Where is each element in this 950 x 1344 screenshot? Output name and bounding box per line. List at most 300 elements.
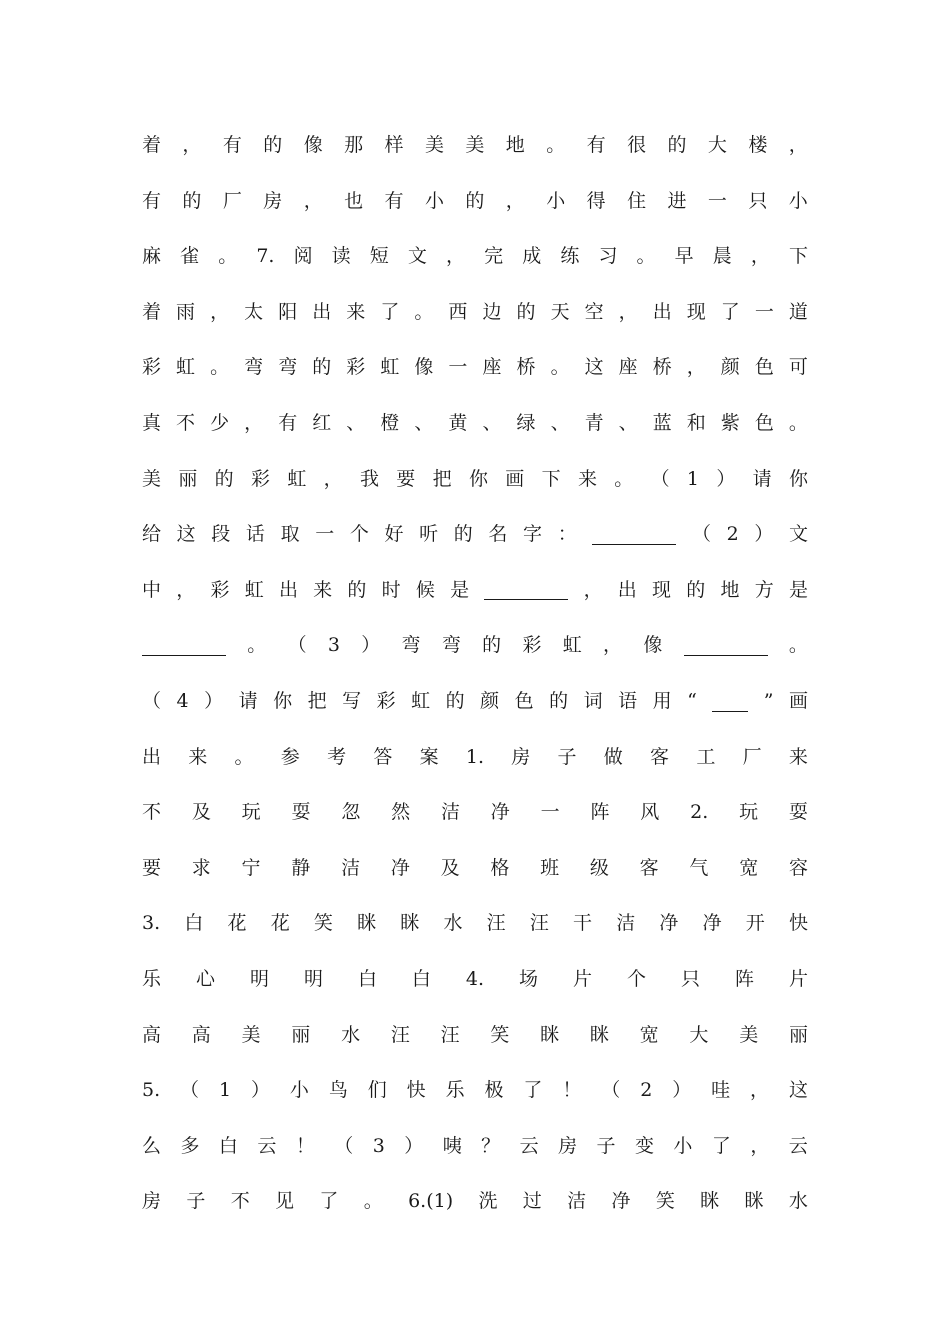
text-token: 一	[315, 523, 335, 546]
text-line	[142, 686, 808, 716]
text-token: 房	[558, 1134, 578, 1157]
text-token: 虹	[380, 356, 400, 379]
text-token: 干	[573, 912, 593, 935]
text-token: 的	[214, 467, 234, 490]
text-token: （	[287, 634, 307, 657]
text-token: 房	[263, 189, 283, 212]
text-token: 习	[598, 245, 618, 268]
answer-blank	[484, 579, 568, 600]
text-token: 房	[142, 1190, 162, 1213]
text-token: 一	[540, 801, 560, 824]
text-token: 高	[142, 1023, 162, 1046]
text-token: 小	[673, 1134, 693, 1157]
text-token: 云	[519, 1134, 539, 1157]
text-token: ，	[603, 634, 623, 657]
text-token: ）	[672, 1079, 692, 1102]
text-token: 只	[680, 968, 700, 990]
text-line	[142, 408, 808, 438]
text-token: 现	[686, 300, 706, 323]
text-token: 下	[541, 467, 561, 490]
text-token: 云	[788, 1134, 808, 1157]
text-token: 雀	[180, 245, 200, 268]
text-token: 子	[596, 1134, 616, 1157]
text-token: 来	[346, 300, 366, 323]
text-token: 乐	[142, 968, 162, 990]
text-token: 了	[720, 300, 740, 323]
text-token: 5.	[142, 1079, 161, 1102]
text-token: 。	[550, 356, 570, 379]
text-line	[142, 964, 808, 994]
text-token: ，	[210, 300, 230, 323]
text-token: 现	[652, 578, 672, 601]
text-token: 。	[218, 245, 238, 268]
text-token: 来	[188, 745, 208, 768]
text-token: 名	[488, 523, 508, 546]
text-token: 子	[557, 745, 577, 768]
text-token: 是	[788, 578, 808, 601]
text-token: 小	[424, 189, 444, 212]
answer-blank	[592, 524, 676, 545]
text-token: ，	[788, 134, 808, 156]
text-token: 见	[275, 1190, 295, 1213]
text-token: 有	[222, 134, 242, 156]
text-token: 有	[142, 189, 162, 212]
text-token: 虹	[411, 690, 431, 712]
text-token: 笑	[490, 1023, 510, 1046]
text-token: 出	[142, 745, 162, 768]
text-token: 座	[482, 356, 502, 379]
text-token: （	[601, 1079, 621, 1102]
text-token: 少	[210, 412, 230, 434]
text-token: 你	[468, 467, 488, 490]
text-token: 这	[176, 523, 196, 546]
text-token: 像	[643, 634, 663, 657]
text-token: 咦	[442, 1134, 462, 1157]
text-line	[142, 853, 808, 883]
text-token: 高	[191, 1023, 211, 1046]
text-token: 工	[696, 745, 716, 768]
text-token: 笑	[313, 912, 333, 935]
text-token: 的	[445, 690, 465, 712]
text-token: 云	[257, 1134, 277, 1157]
text-token: 了	[523, 1079, 543, 1102]
text-token: 眯	[540, 1023, 560, 1046]
text-token: 段	[211, 523, 231, 546]
text-token: 黄	[448, 412, 468, 434]
text-token: ，	[446, 245, 466, 268]
text-token: 汪	[529, 912, 549, 935]
text-token: 们	[367, 1079, 387, 1102]
text-token: 。	[788, 634, 808, 657]
text-token: 白	[411, 968, 431, 990]
text-token: 出	[617, 578, 637, 601]
text-token: 空	[584, 300, 604, 323]
text-token: 彩	[346, 356, 366, 379]
text-token: （	[142, 690, 162, 712]
text-line	[142, 797, 808, 827]
text-token: 心	[195, 968, 215, 990]
text-token: ）	[204, 690, 224, 712]
text-token: 及	[191, 801, 211, 824]
text-token: 4.	[465, 968, 485, 990]
text-token: 2	[640, 1079, 653, 1102]
text-token: 用	[652, 690, 672, 712]
text-token: 开	[745, 912, 765, 935]
text-token: 彩	[210, 578, 230, 601]
text-token: 客	[650, 745, 670, 768]
text-token: 天	[550, 300, 570, 323]
text-token: 这	[788, 1079, 808, 1102]
text-token: 青	[584, 412, 604, 434]
text-token: 场	[519, 968, 539, 990]
text-token: 。	[546, 134, 566, 156]
text-token: 彩	[376, 690, 396, 712]
text-token: 阵	[734, 968, 754, 990]
text-token: 级	[589, 856, 609, 879]
text-token: 不	[142, 801, 162, 824]
text-token: 、	[482, 412, 502, 434]
text-token: 了	[380, 300, 400, 323]
text-token: ！	[562, 1079, 582, 1102]
text-token: 只	[748, 189, 768, 212]
text-token: 眯	[744, 1190, 764, 1213]
text-token: 有	[586, 134, 606, 156]
text-token: 好	[384, 523, 404, 546]
text-token: 有	[384, 189, 404, 212]
text-token: 来	[788, 745, 808, 768]
text-token: 。	[363, 1190, 383, 1213]
text-token: 橙	[380, 412, 400, 434]
text-line	[142, 464, 808, 494]
text-token: 色	[514, 690, 534, 712]
text-token: 道	[788, 300, 808, 323]
text-token: 桥	[516, 356, 536, 379]
text-token: 气	[689, 856, 709, 879]
text-token: 洁	[616, 912, 636, 935]
text-token: 楼	[748, 134, 768, 156]
text-token: 净	[611, 1190, 631, 1213]
text-token: 不	[230, 1190, 250, 1213]
text-token: 是	[450, 578, 470, 601]
text-token: 给	[142, 523, 162, 546]
text-token: 1.	[465, 745, 484, 768]
text-token: 地	[720, 578, 740, 601]
text-token: 7.	[256, 245, 275, 268]
text-token: ？	[481, 1134, 501, 1157]
text-token: 花	[227, 912, 247, 935]
text-token: 了	[319, 1190, 339, 1213]
text-token: 一	[754, 300, 774, 323]
text-line	[142, 241, 808, 271]
text-token: 不	[176, 412, 196, 434]
text-token: 片	[788, 968, 808, 990]
text-token: 忽	[341, 801, 361, 824]
text-token: 答	[373, 745, 393, 768]
text-token: 3.	[142, 912, 161, 935]
text-token: 净	[702, 912, 722, 935]
text-token: 格	[490, 856, 510, 879]
text-token: 的	[686, 578, 706, 601]
text-token: ，	[505, 189, 525, 212]
text-token: 听	[419, 523, 439, 546]
text-token: 汪	[440, 1023, 460, 1046]
text-token: 座	[618, 356, 638, 379]
text-token: 红	[312, 412, 332, 434]
text-token: 边	[482, 300, 502, 323]
text-token: 这	[584, 356, 604, 379]
text-token: 西	[448, 300, 468, 323]
text-token: 宽	[739, 856, 759, 879]
text-token: ，	[176, 578, 196, 601]
text-token: 哇	[711, 1079, 731, 1102]
text-token: 参	[280, 745, 300, 768]
text-token: 子	[186, 1190, 206, 1213]
text-token: 丽	[178, 467, 198, 490]
text-token: 。	[614, 467, 634, 490]
text-token: 丽	[788, 1023, 808, 1046]
text-token: ，	[618, 300, 638, 323]
text-token: ）	[361, 634, 381, 657]
text-token: 写	[342, 690, 362, 712]
text-token: ）	[250, 1079, 270, 1102]
text-token: 画	[788, 690, 808, 712]
text-token: 一	[707, 189, 727, 212]
text-token: 丽	[291, 1023, 311, 1046]
text-token: （	[691, 523, 711, 546]
text-token: 水	[341, 1023, 361, 1046]
text-token: 有	[278, 412, 298, 434]
text-token: 美	[465, 134, 485, 156]
text-token: 紫	[720, 412, 740, 434]
text-token: 明	[249, 968, 269, 990]
text-token: 过	[522, 1190, 542, 1213]
text-line	[142, 130, 808, 160]
text-token: 很	[627, 134, 647, 156]
text-token: 取	[280, 523, 300, 546]
text-token: 阵	[590, 801, 610, 824]
text-token: 快	[788, 912, 808, 935]
text-token: 晨	[712, 245, 732, 268]
text-token: 的	[347, 578, 367, 601]
text-token: 样	[384, 134, 404, 156]
text-token: 、	[618, 412, 638, 434]
text-token: 小	[289, 1079, 309, 1102]
text-token: 了	[711, 1134, 731, 1157]
text-token: ，	[750, 245, 770, 268]
text-token: 的	[263, 134, 283, 156]
text-line	[142, 1020, 808, 1050]
text-token: 语	[618, 690, 638, 712]
text-token: 洁	[567, 1190, 587, 1213]
text-token: 你	[788, 467, 808, 490]
text-token: 要	[396, 467, 416, 490]
text-token: 着	[142, 134, 162, 156]
text-token: 美	[142, 467, 162, 490]
text-token: 虹	[244, 578, 264, 601]
text-token: ，	[686, 356, 706, 379]
text-token: 的	[549, 690, 569, 712]
text-token: 容	[788, 856, 808, 879]
text-token: （	[180, 1079, 200, 1102]
text-token: 片	[573, 968, 593, 990]
text-token: 你	[273, 690, 293, 712]
text-token: 来	[313, 578, 333, 601]
text-token: 净	[659, 912, 679, 935]
text-token: 读	[331, 245, 351, 268]
text-token: 2.	[690, 801, 709, 824]
text-token: 风	[640, 801, 660, 824]
text-token: 颜	[480, 690, 500, 712]
text-token: 时	[381, 578, 401, 601]
text-token: 白	[218, 1134, 238, 1157]
text-token: ，	[244, 412, 264, 434]
text-token: 3	[372, 1134, 385, 1157]
text-token: 桥	[652, 356, 672, 379]
text-line	[142, 908, 808, 938]
text-token: 4	[176, 690, 189, 712]
text-token: 着	[142, 300, 162, 323]
text-token: 及	[440, 856, 460, 879]
text-token: 请	[752, 467, 772, 490]
text-token: 下	[788, 245, 808, 268]
text-token: 厂	[742, 745, 762, 768]
text-token: 水	[788, 1190, 808, 1213]
text-token: 色	[754, 356, 774, 379]
text-token: 白	[357, 968, 377, 990]
text-token: 虹	[562, 634, 582, 657]
text-token: 来	[577, 467, 597, 490]
text-line	[142, 1186, 808, 1216]
text-token: 请	[238, 690, 258, 712]
text-token: 、	[414, 412, 434, 434]
text-token: 的	[667, 134, 687, 156]
text-token: 弯	[401, 634, 421, 657]
text-token: 大	[707, 134, 727, 156]
text-line	[142, 575, 808, 605]
text-token: 案	[419, 745, 439, 768]
text-token: 。	[247, 634, 267, 657]
text-line	[142, 352, 808, 382]
text-token: 净	[490, 801, 510, 824]
text-token: 成	[522, 245, 542, 268]
text-token: 小	[546, 189, 566, 212]
text-token: 色	[754, 412, 774, 434]
text-token: 2	[726, 523, 739, 546]
text-line	[142, 1075, 808, 1105]
text-token: 洗	[478, 1190, 498, 1213]
text-token: 可	[788, 356, 808, 379]
text-token: 洁	[440, 801, 460, 824]
text-token: 宽	[639, 1023, 659, 1046]
text-token: 弯	[244, 356, 264, 379]
text-token: 要	[142, 856, 162, 879]
text-token: 话	[245, 523, 265, 546]
text-token: 住	[627, 189, 647, 212]
text-token: 极	[484, 1079, 504, 1102]
text-token: 3	[327, 634, 340, 657]
text-token: “	[687, 690, 697, 712]
text-token: （	[334, 1134, 354, 1157]
text-token: 像	[303, 134, 323, 156]
text-token: 虹	[176, 356, 196, 379]
text-line	[142, 297, 808, 327]
text-token: ，	[182, 134, 202, 156]
text-token: 的	[453, 523, 473, 546]
text-token: 乐	[445, 1079, 465, 1102]
text-token: 汪	[486, 912, 506, 935]
text-line	[142, 186, 808, 216]
text-token: 的	[482, 634, 502, 657]
text-token: 蓝	[652, 412, 672, 434]
text-token: 也	[344, 189, 364, 212]
text-token: 考	[327, 745, 347, 768]
text-line	[142, 1131, 808, 1161]
text-token: 变	[634, 1134, 654, 1157]
text-token: 太	[244, 300, 264, 323]
text-token: 。	[636, 245, 656, 268]
text-token: 阳	[278, 300, 298, 323]
text-token: 玩	[241, 801, 261, 824]
text-token: ！	[295, 1134, 315, 1157]
text-token: 、	[346, 412, 366, 434]
text-token: 我	[359, 467, 379, 490]
text-token: 地	[505, 134, 525, 156]
text-token: 水	[443, 912, 463, 935]
text-token: 的	[312, 356, 332, 379]
text-token: ，	[323, 467, 343, 490]
text-token: 的	[465, 189, 485, 212]
text-token: 笑	[655, 1190, 675, 1213]
text-token: 1	[218, 1079, 232, 1102]
text-line	[142, 742, 808, 772]
text-token: 鸟	[328, 1079, 348, 1102]
text-token: 花	[270, 912, 290, 935]
text-token: 真	[142, 412, 162, 434]
text-token: 美	[424, 134, 444, 156]
text-token: 眯	[400, 912, 420, 935]
text-token: ，	[583, 578, 603, 601]
text-token: （	[650, 467, 670, 490]
text-token: 眯	[357, 912, 377, 935]
text-token: 明	[303, 968, 323, 990]
answer-blank	[142, 635, 226, 656]
text-token: 个	[626, 968, 646, 990]
text-token: 雨	[176, 300, 196, 323]
text-token: 完	[484, 245, 504, 268]
text-token: 玩	[739, 801, 759, 824]
text-token: 画	[505, 467, 525, 490]
text-token: 大	[689, 1023, 709, 1046]
text-token: ，	[303, 189, 323, 212]
text-token: 求	[191, 856, 211, 879]
text-token: 快	[406, 1079, 426, 1102]
text-token: 美	[241, 1023, 261, 1046]
text-token: 文	[788, 523, 808, 546]
text-token: 多	[180, 1134, 200, 1157]
text-token: 静	[291, 856, 311, 879]
text-token: 出	[278, 578, 298, 601]
text-line	[142, 519, 808, 549]
text-token: 和	[686, 412, 706, 434]
text-token: 耍	[291, 801, 311, 824]
text-token: 客	[639, 856, 659, 879]
text-token: 宁	[241, 856, 261, 879]
text-token: 洁	[341, 856, 361, 879]
text-token: 么	[142, 1134, 162, 1157]
text-token: 白	[184, 912, 204, 935]
text-token: 然	[391, 801, 411, 824]
text-token: 出	[312, 300, 332, 323]
